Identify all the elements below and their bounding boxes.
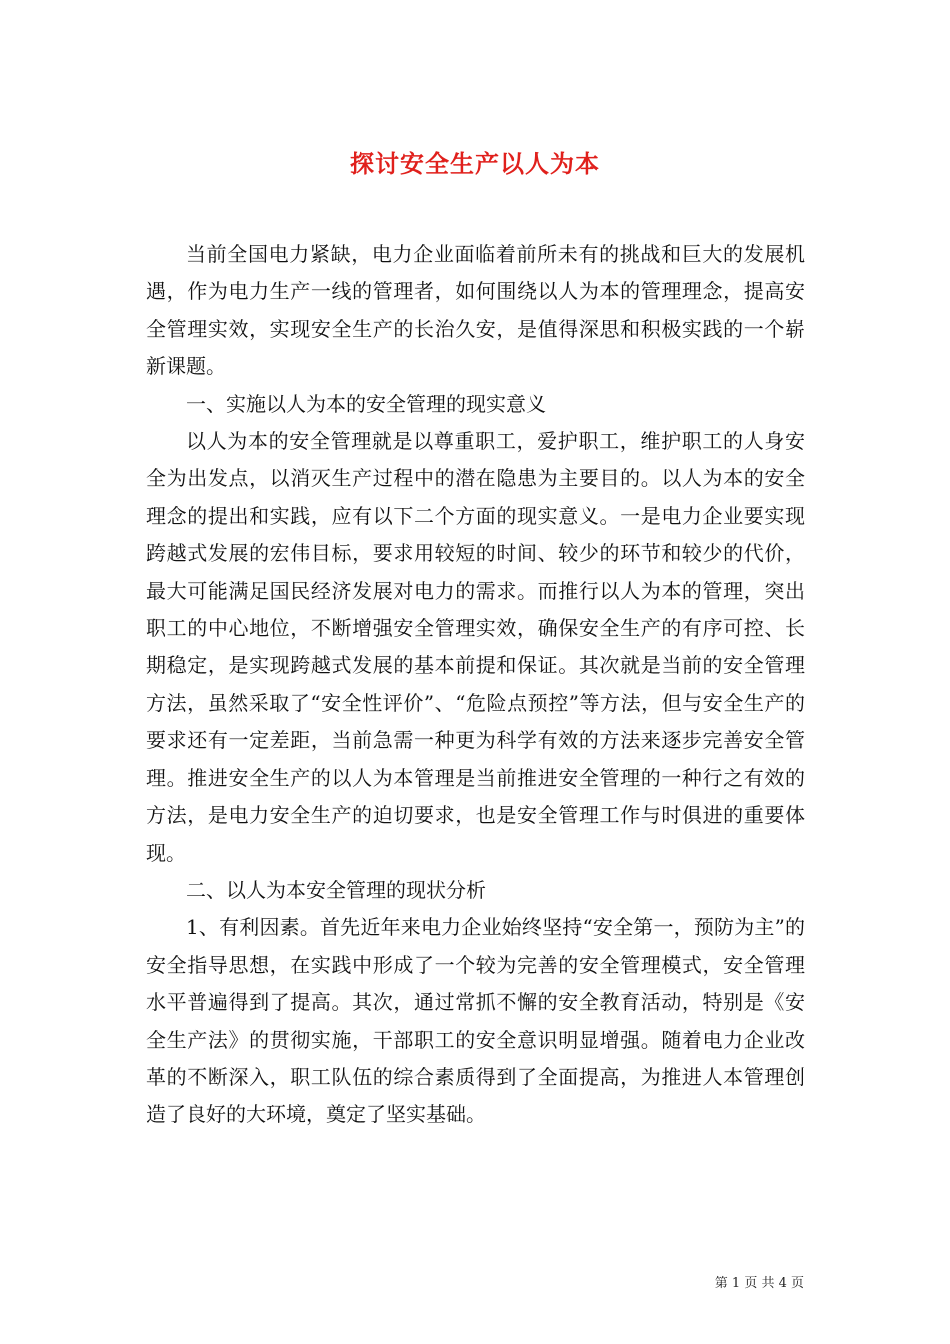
document-body xyxy=(146,236,805,1134)
document-title: 探讨安全生产以人为本 xyxy=(350,149,600,179)
section-2-paragraph: 1、有利因素。首先近年来电力企业始终坚持“安全第一，预防为主”的安全指导思想，在实践中形成了一个较为完善的安全管理模式，安全管理水平普遍得到了提高。其次，通过常抓不懈的安全教育活动，特别是《安全生产法》的贯彻实施，干部职工的安全意识明显增强。随着电力企业改革的不断深入，职工队伍的综合素质得到了全面提高，为推进人本管理创造了良好的大环境，奠定了坚实基础。 xyxy=(146,915,805,1127)
page-number: 第 1 页 共 4 页 xyxy=(714,1276,804,1291)
section-1-paragraph: 以人为本的安全管理就是以尊重职工，爱护职工，维护职工的人身安全为出发点，以消灭生产过程中的潜在隐患为主要目的。以人为本的安全理念的提出和实践，应有以下二个方面的现实意义。一是电力企业要实现跨越式发展的宏伟目标，要求用较短的时间、较少的环节和较少的代价，最大可能满足国民经济发展对电力的需求。而推行以人为本的管理，突出职工的中心地位，不断增强安全管理实效，确保安全生产的有序可控、长期稳定，是实现跨越式发展的基本前提和保证。其次就是当前的安全管理方法，虽然采取了“安全性评价”、“危险点预控”等方法，但与安全生产的要求还有一定差距，当前急需一种更为科学有效的方法来逐步完善安全管理。推进安全生产的以人为本管理是当前推进安全管理的一种行之有效的方法，是电力安全生产的迫切要求，也是安全管理工作与时俱进的重要体现。 xyxy=(146,429,805,865)
intro-paragraph: 当前全国电力紧缺，电力企业面临着前所未有的挑战和巨大的发展机遇，作为电力生产一线的管理者，如何围绕以人为本的管理理念，提高安全管理实效，实现安全生产的长治久安，是值得深思和积极实践的一个崭新课题。 xyxy=(146,242,805,379)
section-heading-1: 一、实施以人为本的安全管理的现实意义 xyxy=(186,391,546,416)
section-heading-2: 二、以人为本安全管理的现状分析 xyxy=(186,877,486,902)
